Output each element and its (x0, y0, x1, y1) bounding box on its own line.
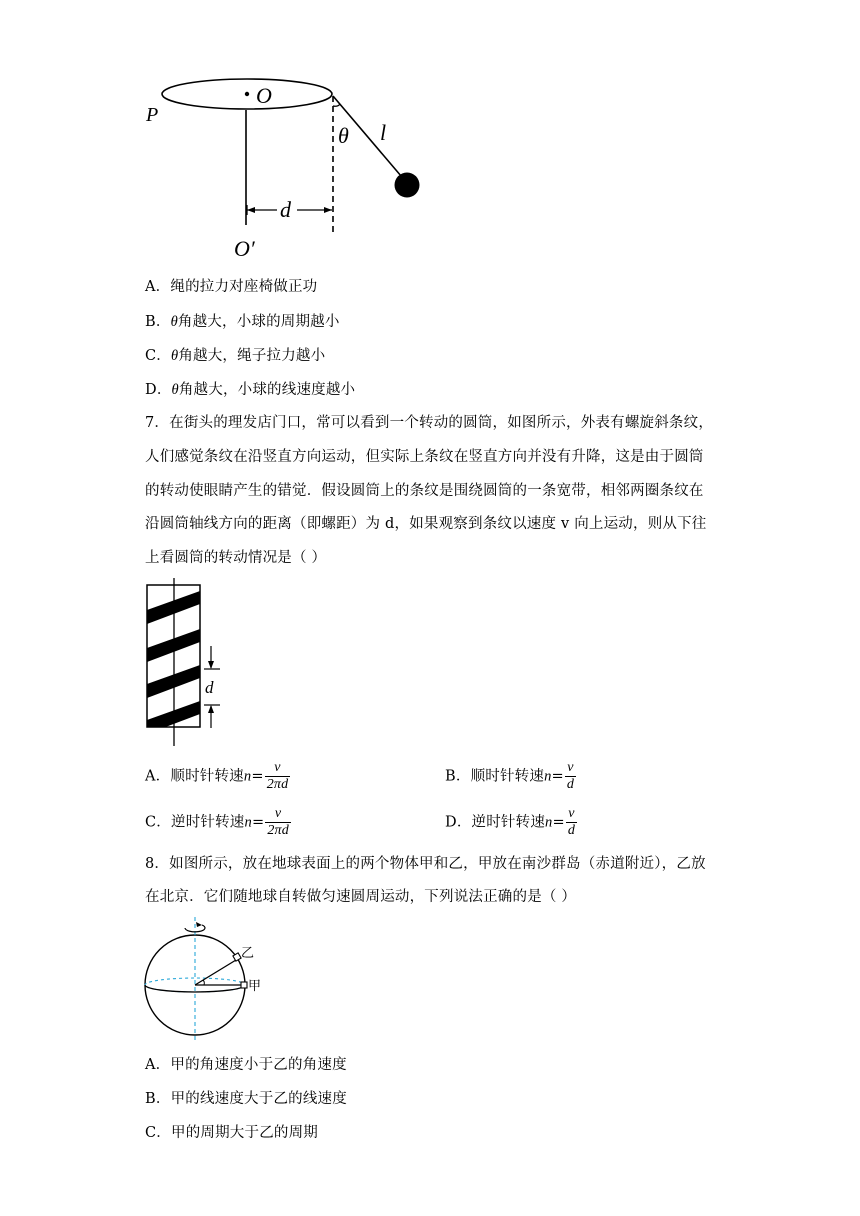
equals-sign: = (251, 814, 265, 831)
option-text: 逆时针转速 (471, 814, 546, 831)
ball (395, 173, 420, 198)
option-text: 角越大，小球的线速度越小 (178, 382, 356, 398)
option-text: 角越大，绳子拉力越小 (178, 348, 326, 364)
option-prefix: C． (145, 1125, 171, 1141)
denominator: d (566, 777, 575, 792)
option-prefix: B． (145, 1091, 171, 1107)
var-n: n (544, 768, 552, 785)
numerator: v (566, 806, 577, 823)
q7-option-c[interactable] (145, 806, 291, 839)
equals-sign: = (251, 768, 264, 785)
var-n: n (243, 768, 252, 785)
fraction (566, 806, 577, 839)
equals-sign: = (551, 768, 564, 785)
pitch-arrowhead-bottom (208, 705, 214, 713)
angle-arc (333, 104, 340, 106)
numerator: v (565, 760, 576, 777)
q7-stem-line-5: 上看圆筒的转动情况是（ ） (145, 550, 327, 566)
option-text: 顺时针转速 (470, 768, 545, 785)
numerator: v (265, 760, 291, 777)
denominator: 2πd (266, 777, 289, 792)
q6-option-b[interactable] (145, 310, 340, 331)
latitude-angle-arc (203, 980, 204, 985)
q6-option-c[interactable] (145, 344, 325, 365)
q7-stem-line-1: 7．在街头的理发店门口，常可以看到一个转动的圆筒，如图所示，外表有螺旋斜条纹， (145, 415, 714, 431)
label-l: l (380, 120, 387, 145)
option-text: 甲的线速度大于乙的线速度 (170, 1091, 347, 1107)
var-n: n (545, 814, 553, 831)
distance-arrowhead-left (247, 207, 255, 213)
option-prefix: A． (145, 279, 171, 295)
option-prefix: D． (445, 814, 472, 831)
option-prefix: B． (145, 314, 171, 330)
label-O: O (256, 83, 272, 108)
q7-stem-line-2: 人们感觉条纹在沿竖直方向运动，但实际上条纹在竖直方向并没有升降，这是由于圆筒 (145, 449, 704, 465)
label-O-prime: O′ (234, 236, 255, 261)
equals-sign: = (552, 814, 565, 831)
option-prefix: A． (145, 1057, 171, 1073)
center-dot (245, 92, 249, 96)
option-prefix: B． (445, 768, 471, 785)
fraction (265, 806, 291, 839)
q8-option-a[interactable] (145, 1053, 347, 1074)
theta-symbol: θ (170, 314, 178, 330)
q8-option-b[interactable] (145, 1087, 347, 1108)
q7-stem-line-3: 的转动使眼睛产生的错觉．假设圆筒上的条纹是围绕圆筒的一条宽带，相邻两圈条纹在 (145, 483, 704, 499)
option-text: 绳的拉力对座椅做正功 (170, 279, 318, 295)
q7-option-b[interactable] (445, 760, 576, 793)
option-prefix: C． (145, 348, 171, 364)
option-text: 顺时针转速 (170, 768, 244, 785)
rotation-arrowhead (196, 922, 202, 927)
pitch-arrowhead-top (208, 661, 214, 669)
q7-option-d[interactable] (445, 806, 577, 839)
q8-stem-line-2: 在北京．它们随地球自转做匀速圆周运动，下列说法正确的是（ ） (145, 889, 577, 905)
barber-pole-figure (140, 578, 230, 748)
var-n: n (244, 814, 252, 831)
q6-option-d[interactable] (145, 378, 355, 399)
q8-stem-line-1: 8．如图所示，放在地球表面上的两个物体甲和乙，甲放在南沙群岛（赤道附近），乙放 (145, 856, 706, 872)
option-text: 角越大，小球的周期越小 (177, 314, 340, 330)
radius-to-yi (195, 960, 236, 985)
earth-figure (140, 915, 270, 1040)
fraction (265, 760, 291, 793)
option-prefix: C． (145, 814, 171, 831)
object-jia (241, 982, 247, 988)
fraction (565, 760, 576, 793)
option-text: 甲的角速度小于乙的角速度 (170, 1057, 347, 1073)
pendulum-figure (130, 70, 430, 265)
q8-option-c[interactable] (145, 1121, 318, 1142)
option-prefix: D． (145, 382, 172, 398)
option-text: 逆时针转速 (171, 814, 245, 831)
denominator: d (567, 823, 576, 838)
theta-symbol: θ (171, 382, 179, 398)
option-text: 甲的周期大于乙的周期 (171, 1125, 318, 1141)
label-theta: θ (338, 123, 349, 148)
q7-stem-line-4: 沿圆筒轴线方向的距离（即螺距）为 d，如果观察到条纹以速度 v 向上运动，则从下往 (145, 516, 707, 532)
label-d: d (205, 678, 214, 697)
label-d: d (280, 197, 291, 222)
label-P: P (146, 104, 159, 126)
label-yi: 乙 (241, 945, 255, 960)
theta-symbol: θ (171, 348, 179, 364)
q7-option-a[interactable] (145, 760, 290, 793)
q6-option-a[interactable] (145, 275, 317, 296)
label-jia: 甲 (248, 978, 262, 993)
option-prefix: A． (145, 768, 171, 785)
denominator: 2πd (267, 823, 289, 838)
distance-arrowhead-right (324, 207, 332, 213)
numerator: v (265, 806, 291, 823)
